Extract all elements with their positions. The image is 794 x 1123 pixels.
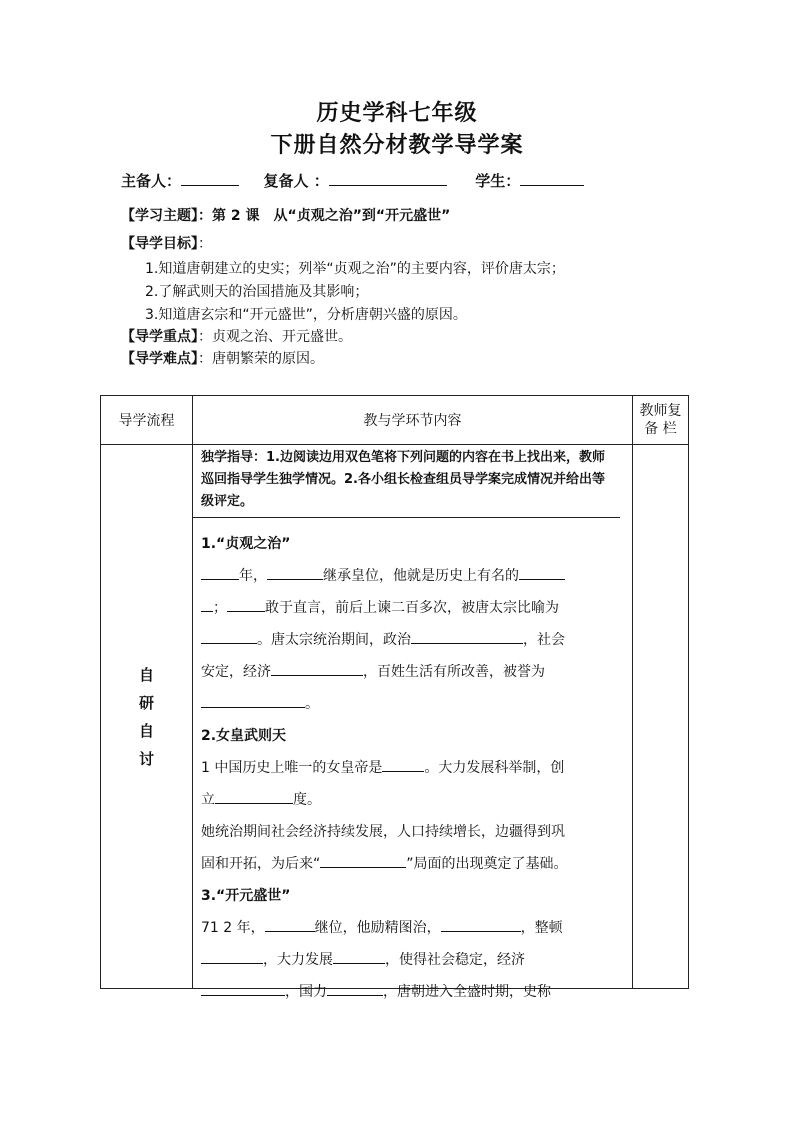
text: 固和开拓，为后来“ [201,856,321,872]
focus-label: 【导学重点】 [121,329,198,345]
text: ，使得社会稳定，经济 [385,952,525,968]
text: 。 [305,696,319,712]
fill-blank[interactable] [201,979,285,996]
fill-blank[interactable] [519,563,565,580]
fill-blank[interactable] [382,755,424,772]
goals-row [121,233,212,253]
fill-blank[interactable] [227,595,265,612]
text: 。大力发展科举制，创 [424,760,565,776]
stage-char: 自 [138,665,154,684]
text: 安定，经济 [201,664,271,680]
text: 1 中国历史上唯一的女皇帝是 [201,760,383,776]
instruction-text: 独学指导：1.边阅读边用双色笔将下列问题的内容在书上找出来，教师巡回指导学生独学情况。2.各小组长检查组员导学案完成情况并给出等级评定。 [193,445,620,518]
reviewer-blank[interactable] [329,171,447,186]
content-cell [193,445,633,1000]
fill-blank[interactable] [201,627,257,644]
fill-blank[interactable] [267,563,323,580]
col-header-teacher-line2: 备 栏 [644,421,677,437]
fill-blank[interactable] [215,787,293,804]
stage-cell [101,445,193,989]
topic-text: ：第 2 课 从“贞观之治”到“开元盛世” [198,208,451,224]
text: ，大力发展 [263,952,333,968]
fill-blank[interactable] [201,691,305,708]
text: ，社会 [523,632,565,648]
text: ； [213,600,227,616]
page-subtitle: 下册自然分材教学导学案 [270,133,524,158]
fill-blank[interactable] [271,659,363,676]
section-title: 3.“开元盛世” [201,888,291,904]
goals-colon: ： [198,236,212,252]
fill-blank[interactable] [320,851,406,868]
text: ，整顿 [520,920,563,936]
stage-char: 研 [138,693,154,712]
content-body [193,518,632,1000]
text: ，国力 [285,984,327,1000]
goal-item: 1.知道唐朝建立的史实；列举“贞观之治”的主要内容，评价唐太宗； [145,261,565,277]
col-header-teacher [633,396,689,445]
section-title: 2.女皇武则天 [201,728,287,744]
page-title: 历史学科七年级 [316,101,478,126]
goal-item: 3.知道唐玄宗和“开元盛世”，分析唐朝兴盛的原因。 [145,307,467,323]
text: 她统治期间社会经济持续发展，人口持续增长，边疆得到巩 [201,824,565,840]
text: 敢于直言，前后上谏二百多次，被唐太宗比喻为 [265,600,559,616]
fill-blank[interactable] [327,979,383,996]
text: ，百姓生活有所改善，被誉为 [363,664,545,680]
fill-blank[interactable] [201,595,213,612]
text: 71 2 年， [201,920,265,936]
text: 立 [201,792,215,808]
focus-row [121,326,352,346]
focus-text: ：贞观之治、开元盛世。 [198,329,352,345]
goal-item: 2.了解武则天的治国措施及其影响； [145,284,369,300]
prepared-by-blank[interactable] [181,171,239,186]
fill-blank[interactable] [441,915,521,932]
text: 继承皇位，他就是历史上有名的 [323,568,519,584]
text: 年， [239,568,267,584]
fill-blank[interactable] [333,947,385,964]
text: ”局面的出现奠定了基础。 [406,856,568,872]
study-table [100,395,689,1000]
goals-label: 【导学目标】 [121,236,198,252]
col-header-teacher-line1: 教师复 [639,403,682,419]
prepared-by-row [121,170,584,191]
student-label: 学生： [475,172,521,190]
topic-label: 【学习主题】 [121,208,198,224]
section-title: 1.“贞观之治” [201,536,291,552]
text: 。唐太宗统治期间，政治 [257,632,411,648]
col-header-process: 导学流程 [101,396,193,445]
fill-blank[interactable] [201,563,239,580]
stage-char: 讨 [138,749,154,768]
topic-row [121,205,450,225]
difficulty-row [121,348,324,368]
stage-char: 自 [138,721,154,740]
prepared-by-label: 主备人： [121,172,182,190]
fill-blank[interactable] [201,947,263,964]
teacher-notes-cell[interactable] [633,445,689,989]
student-blank[interactable] [520,171,584,186]
text: 度。 [293,792,321,808]
col-header-content: 教与学环节内容 [193,396,633,445]
fill-blank[interactable] [265,915,315,932]
fill-blank[interactable] [411,627,523,644]
text: 继位，他励精图治， [314,920,441,936]
difficulty-label: 【导学难点】 [121,351,198,367]
difficulty-text: ：唐朝繁荣的原因。 [198,351,324,367]
reviewer-label: 复备人 ： [263,172,329,190]
text: ，唐朝进入全盛时期，史称 [383,984,551,1000]
